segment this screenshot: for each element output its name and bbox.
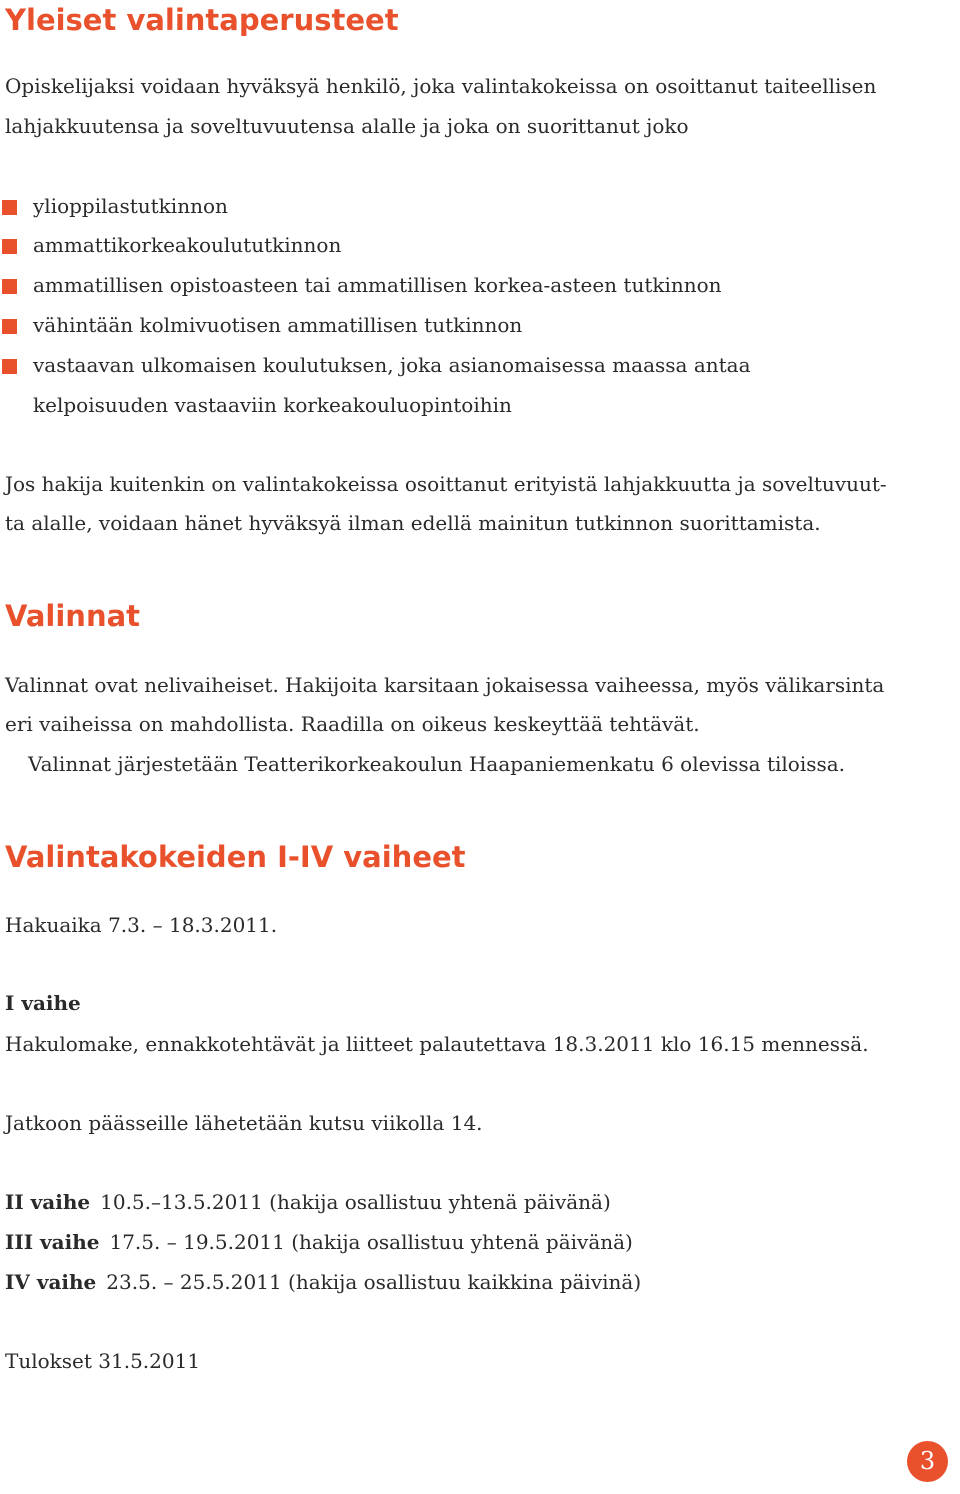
page-number-badge: 3 (907, 1441, 948, 1482)
list-item-text: ammattikorkeakoulututkinnon (33, 233, 342, 257)
intro-paragraph-line: Opiskelijaksi voidaan hyväksyä henkilö, joka valintakokeissa on osoittanut taiteellisen (5, 74, 877, 98)
stage-row (5, 1228, 633, 1256)
stage-1-title: I vaihe (5, 991, 81, 1015)
stage-dates: 10.5.–13.5.2011 (hakija osallistuu yhtenä päivänä) (100, 1190, 611, 1214)
list-item-text: vastaavan ulkomaisen koulutuksen, joka asianomaisessa maassa antaa (33, 353, 751, 377)
list-item-continuation: kelpoisuuden vastaaviin korkeakouluopintoihin (33, 393, 512, 417)
stage-1-text: Hakulomake, ennakkotehtävät ja liitteet palautettava 18.3.2011 klo 16.15 mennessä. (5, 1032, 869, 1056)
stage-row (5, 1188, 611, 1216)
stage-label: IV vaihe (5, 1270, 97, 1294)
selections-paragraph-line: eri vaiheissa on mahdollista. Raadilla on oikeus keskeyttää tehtävät. (5, 712, 700, 736)
list-item-text: ylioppilastutkinnon (33, 194, 228, 218)
section-heading-general-criteria: Yleiset valintaperusteet (5, 3, 399, 37)
invitation-text: Jatkoon päässeille lähetetään kutsu viikolla 14. (5, 1111, 483, 1135)
intro-paragraph-line: lahjakkuutensa ja soveltuvuutensa alalle ja joka on suorittanut joko (5, 114, 689, 138)
stage-row (5, 1268, 641, 1296)
selections-paragraph-line: Valinnat järjestetään Teatterikorkeakoulun Haapaniemenkatu 6 olevissa tiloissa. (28, 752, 846, 776)
list-item-text: vähintään kolmivuotisen ammatillisen tutkinnon (33, 313, 523, 337)
section-heading-selections: Valinnat (5, 599, 141, 633)
square-bullet-icon (2, 200, 17, 215)
square-bullet-icon (2, 279, 17, 294)
section-heading-stages: Valintakokeiden I-IV vaiheet (5, 840, 466, 874)
square-bullet-icon (2, 239, 17, 254)
list-item-text: ammatillisen opistoasteen tai ammatillisen korkea-asteen tutkinnon (33, 273, 722, 297)
application-period: Hakuaika 7.3. – 18.3.2011. (5, 913, 278, 937)
square-bullet-icon (2, 319, 17, 334)
exception-paragraph-line: ta alalle, voidaan hänet hyväksyä ilman edellä mainitun tutkinnon suorittamista. (5, 511, 821, 535)
stage-dates: 23.5. – 25.5.2011 (hakija osallistuu kaikkina päivinä) (106, 1270, 642, 1294)
square-bullet-icon (2, 359, 17, 374)
selections-paragraph-line: Valinnat ovat nelivaiheiset. Hakijoita karsitaan jokaisessa vaiheessa, myös välikarsinta (5, 673, 885, 697)
results-date: Tulokset 31.5.2011 (5, 1349, 201, 1373)
stage-dates: 17.5. – 19.5.2011 (hakija osallistuu yhtenä päivänä) (109, 1230, 633, 1254)
exception-paragraph-line: Jos hakija kuitenkin on valintakokeissa osoittanut erityistä lahjakkuutta ja soveltuvuut- (5, 472, 887, 496)
stage-label: II vaihe (5, 1190, 91, 1214)
stage-label: III vaihe (5, 1230, 100, 1254)
